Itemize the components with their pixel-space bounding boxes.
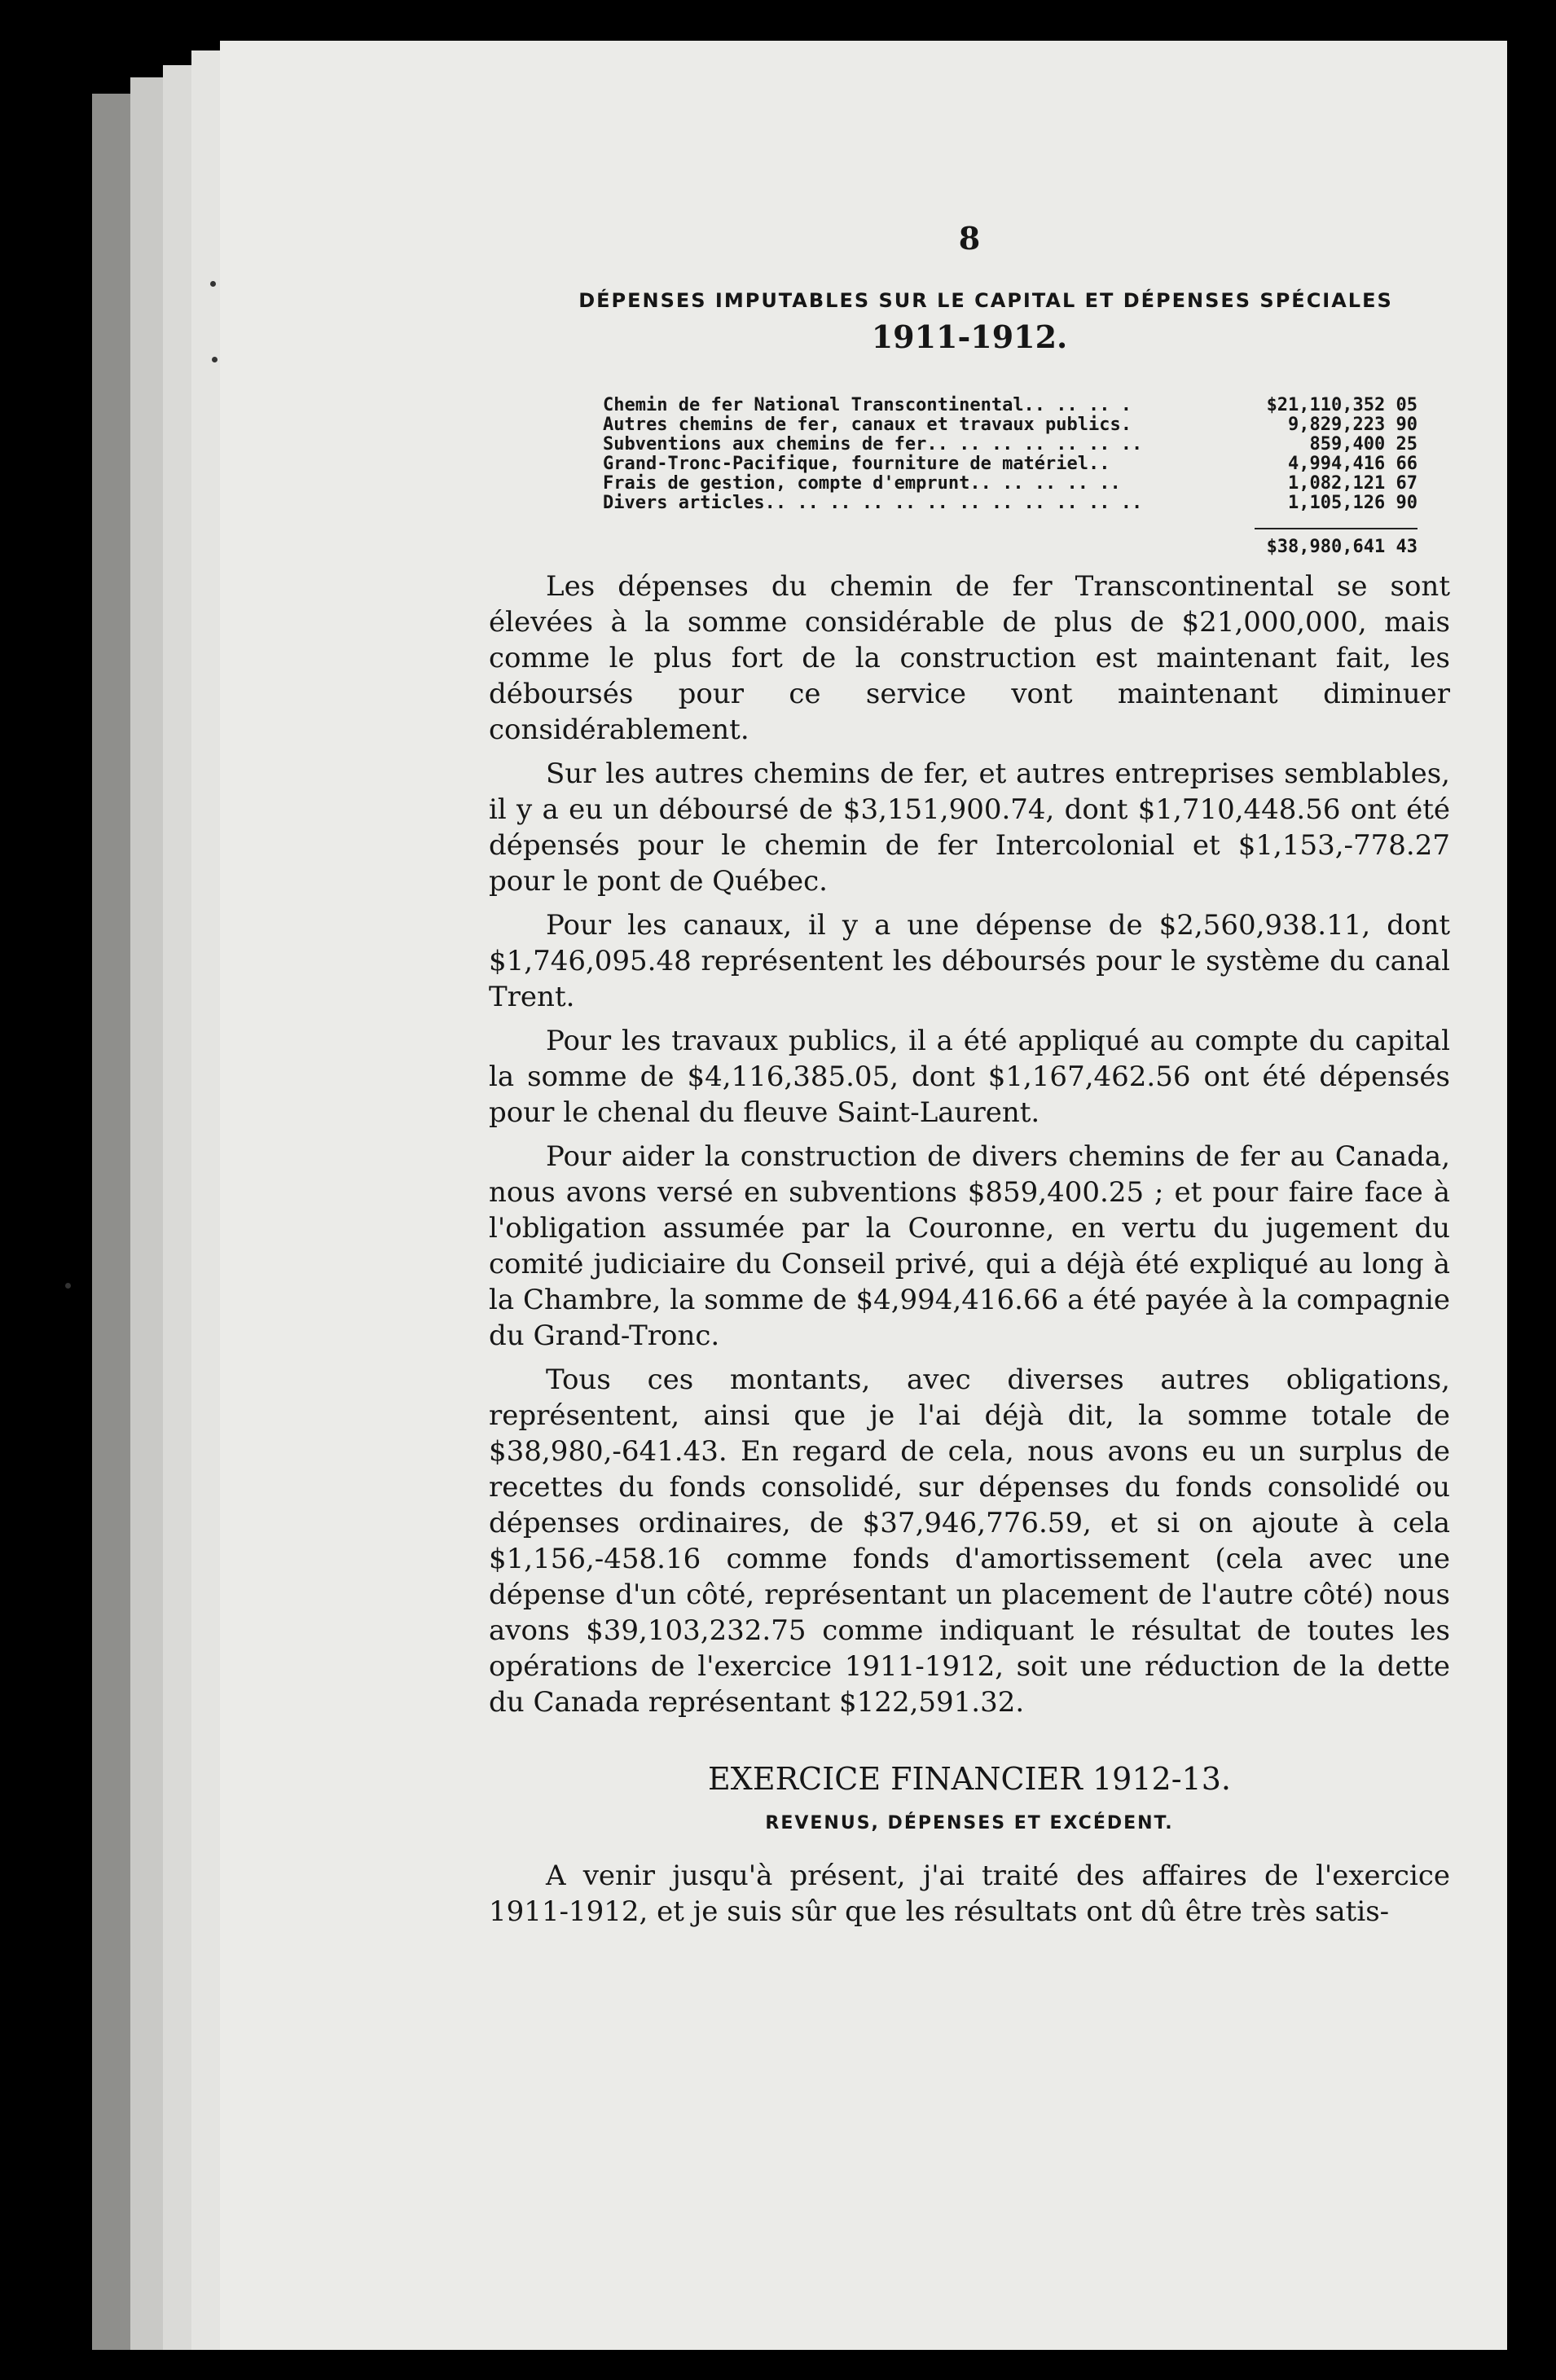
body-paragraph: Pour les canaux, il y a une dépense de $2,560,938.11, dont $1,746,095.48 représentent les déboursés pour le système du canal Trent. (489, 909, 1450, 1013)
expense-label: Subventions aux chemins de fer.. .. .. .. .. .. .. (603, 434, 1143, 454)
page-number: 8 (958, 220, 981, 257)
expense-row (603, 474, 1418, 494)
body-paragraph: Tous ces montants, avec diverses autres obligations, représentent, ainsi que je l'ai déjà dit, la somme totale de $38,980,-641.43. En regard de cela, nous avons eu un surplus de recettes du fonds consolidé, sur dépenses du fonds consolidé ou dépenses ordinaires, de $37,946,776.59, et si on ajoute à cela $1,156,-458.16 comme fonds d'amortissement (cela avec une dépense d'un côté, représentant un placement de l'autre côté) nous avons $39,103,232.75 comme indiquant le résultat de toutes les opérations de l'exercice 1911-1912, soit une réduction de la dette du Canada représentant $122,591.32. (489, 1363, 1450, 1719)
expense-table (603, 396, 1418, 557)
total-rule (1255, 528, 1418, 529)
expense-amount: 1,082,121 67 (1288, 473, 1418, 494)
expense-label: Autres chemins de fer, canaux et travaux publics. (603, 415, 1132, 435)
expense-amount: 4,994,416 66 (1288, 454, 1418, 474)
expense-row (603, 415, 1418, 435)
margin-mark (212, 357, 218, 362)
expense-amount: 859,400 25 (1309, 434, 1418, 454)
expense-total: $38,980,641 43 (1266, 537, 1418, 557)
expense-amount: 1,105,126 90 (1288, 493, 1418, 513)
table-heading: DÉPENSES IMPUTABLES SUR LE CAPITAL ET DÉPENSES SPÉCIALES (578, 289, 1393, 312)
body-paragraph: Pour aider la construction de divers chemins de fer au Canada, nous avons versé en subventions $859,400.25 ; et pour faire face à l'obligation assumée par la Couronne, en vertu du jugement du comité judiciaire du Conseil privé, qui a déjà été expliqué au long à la Chambre, la somme de $4,994,416.66 a été payée à la compagnie du Grand-Tronc. (489, 1140, 1450, 1352)
section-title: EXERCICE FINANCIER 1912-13. (708, 1761, 1231, 1797)
table-year: 1911-1912. (871, 318, 1068, 355)
expense-row (603, 396, 1418, 415)
expense-label: Grand-Tronc-Pacifique, fourniture de matériel.. (603, 454, 1110, 474)
expense-row (603, 454, 1418, 474)
body-paragraph: Sur les autres chemins de fer, et autres entreprises semblables, il y a eu un déboursé de $3,151,900.74, dont $1,710,448.56 ont été dépensés pour le chemin de fer Intercolonial et $1,153,-778.27 pour le pont de Québec. (489, 757, 1450, 898)
expense-label: Divers articles.. .. .. .. .. .. .. .. .. .. .. .. (603, 493, 1143, 513)
section-subtitle: REVENUS, DÉPENSES ET EXCÉDENT. (765, 1813, 1174, 1833)
margin-mark (210, 281, 216, 287)
body-paragraph: A venir jusqu'à présent, j'ai traité des affaires de l'exercice 1911-1912, et je suis sûr que les résultats ont dû être très satis- (489, 1860, 1450, 1928)
expense-label: Frais de gestion, compte d'emprunt.. .. .. .. .. (603, 473, 1121, 494)
expense-label: Chemin de fer National Transcontinental.. .. .. . (603, 395, 1132, 415)
body-paragraph: Pour les travaux publics, il a été appliqué au compte du capital la somme de $4,116,385.05, dont $1,167,462.56 ont été dépensés pour le chenal du fleuve Saint-Laurent. (489, 1025, 1450, 1129)
expense-row (603, 494, 1418, 513)
expense-amount: 9,829,223 90 (1288, 415, 1418, 435)
expense-row (603, 435, 1418, 454)
margin-mark (65, 1283, 71, 1289)
page-content (489, 220, 1450, 1938)
expense-amount: $21,110,352 05 (1266, 395, 1418, 415)
body-paragraph: Les dépenses du chemin de fer Transcontinental se sont élevées à la somme considérable de plus de $21,000,000, mais comme le plus fort de la construction est maintenant fait, les déboursés pour ce service vont maintenant diminuer considérablement. (489, 570, 1450, 746)
